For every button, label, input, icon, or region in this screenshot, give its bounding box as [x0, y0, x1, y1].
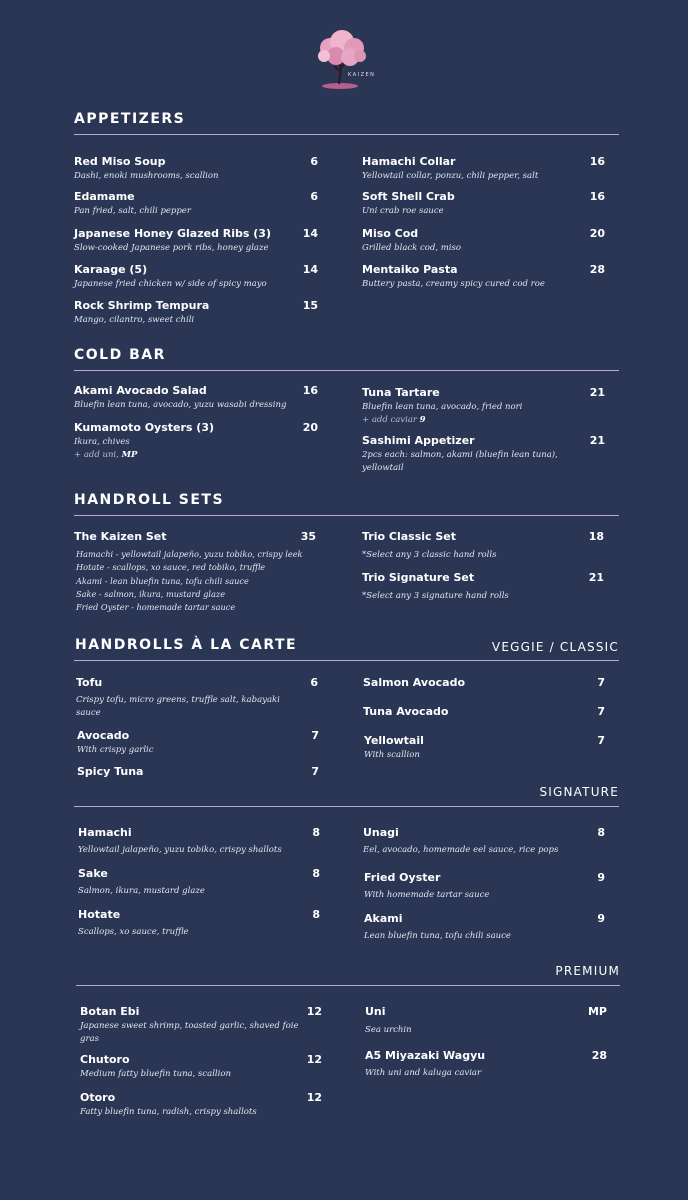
- item-desc: With crispy garlic: [77, 745, 154, 755]
- item-price: 7: [597, 705, 605, 718]
- appetizers-title: APPETIZERS: [74, 111, 186, 127]
- item-desc: *Select any 3 classic hand rolls: [362, 550, 497, 560]
- item-price: 21: [589, 434, 605, 447]
- menu-item: [363, 826, 558, 857]
- item-name: Kumamoto Oysters (3): [74, 421, 215, 434]
- item-addon: [362, 414, 522, 427]
- menu-item: [78, 826, 282, 857]
- logo: [306, 28, 382, 92]
- item-name: Hotate: [78, 908, 121, 921]
- item-desc: Yellowtail collar, ponzu, chili pepper, salt: [362, 171, 539, 181]
- item-name: Mentaiko Pasta: [362, 263, 458, 276]
- item-price: 6: [310, 190, 318, 203]
- item-name: Rock Shrimp Tempura: [74, 299, 210, 312]
- menu-item: [364, 734, 424, 762]
- item-price: 6: [310, 676, 318, 689]
- item-price: 20: [302, 421, 318, 434]
- menu-item: [363, 676, 465, 689]
- premium-divider: [76, 985, 620, 986]
- handroll-sets-divider: [74, 515, 619, 516]
- menu-item: [364, 912, 511, 943]
- set-line: Hotate - scallops, xo sauce, red tobiko, truffle: [76, 562, 266, 573]
- menu-item: [363, 705, 448, 718]
- item-desc: Slow-cooked Japanese pork ribs, honey glaze: [74, 243, 269, 253]
- menu-item: [80, 1091, 257, 1119]
- item-desc: Buttery pasta, creamy spicy cured cod roe: [362, 279, 545, 289]
- item-price: 7: [597, 676, 605, 689]
- item-price: 8: [312, 867, 320, 880]
- menu-item: [362, 386, 522, 427]
- item-price: 16: [589, 155, 605, 168]
- item-desc: Japanese sweet shrimp, toasted garlic, shaved foie gras: [80, 1021, 299, 1044]
- item-name: Unagi: [363, 826, 399, 839]
- item-name: Hamachi Collar: [362, 155, 456, 168]
- item-price: 20: [589, 227, 605, 240]
- item-desc: Salmon, ikura, mustard glaze: [78, 886, 205, 896]
- menu-item: [362, 571, 509, 603]
- addon-price: 9: [419, 415, 426, 425]
- brand-name: KAIZEN: [348, 72, 376, 78]
- menu-item: [365, 1005, 412, 1037]
- set-line: Hamachi - yellowtail jalapeño, yuzu tobiko, crispy leek: [76, 549, 303, 559]
- item-name: Japanese Honey Glazed Ribs (3): [74, 227, 271, 240]
- menu-item: [362, 263, 545, 291]
- item-name: Yellowtail: [364, 734, 424, 747]
- menu-item: [365, 1049, 485, 1080]
- item-desc: Pan fried, salt, chili pepper: [74, 206, 191, 216]
- item-price: 8: [312, 908, 320, 921]
- item-name: Spicy Tuna: [77, 765, 144, 778]
- premium-label: PREMIUM: [555, 964, 620, 978]
- item-desc: With homemade tartar sauce: [364, 890, 490, 900]
- item-price: 28: [591, 1049, 607, 1062]
- item-desc: Japanese fried chicken w/ side of spicy mayo: [74, 279, 267, 289]
- signature-label: SIGNATURE: [539, 785, 619, 799]
- item-name: Sake: [78, 867, 108, 880]
- item-name: Uni: [365, 1005, 386, 1018]
- item-desc: Grilled black cod, miso: [362, 243, 462, 253]
- item-name: A5 Miyazaki Wagyu: [365, 1049, 486, 1062]
- addon-price: MP: [121, 450, 138, 460]
- item-name: Tofu: [76, 676, 103, 689]
- item-desc: Bluefin lean tuna, avocado, yuzu wasabi dressing: [74, 400, 287, 410]
- item-price: 9: [597, 912, 605, 925]
- item-desc: Scallops, xo sauce, truffle: [78, 927, 189, 937]
- item-price: 12: [306, 1053, 322, 1066]
- item-desc: *Select any 3 signature hand rolls: [362, 591, 509, 601]
- item-desc: Eel, avocado, homemade eel sauce, rice pops: [363, 845, 559, 855]
- menu-item: [362, 434, 562, 475]
- item-desc: 2pcs each: salmon, akami (bluefin lean tuna), yellowtail: [362, 450, 558, 473]
- set-contents: [76, 548, 303, 614]
- menu-item: [74, 227, 271, 255]
- menu-item: [74, 299, 209, 327]
- item-price: 21: [588, 571, 604, 584]
- appetizers-divider: [74, 134, 619, 135]
- item-desc: Sea urchin: [365, 1025, 412, 1035]
- set-line: Sake - salmon, ikura, mustard glaze: [76, 588, 226, 599]
- item-name: The Kaizen Set: [74, 530, 167, 543]
- item-desc: Crispy tofu, micro greens, truffle salt, kabayaki sauce: [76, 695, 280, 718]
- item-name: Sashimi Appetizer: [362, 434, 475, 447]
- item-name: Akami Avocado Salad: [74, 384, 207, 397]
- item-price: 28: [589, 263, 605, 276]
- menu-item: [362, 530, 496, 562]
- item-desc: Uni crab roe sauce: [362, 206, 444, 216]
- signature-divider: [74, 806, 619, 807]
- item-name: Avocado: [77, 729, 130, 742]
- item-price: 16: [302, 384, 318, 397]
- menu-item: [74, 263, 267, 291]
- menu-item: [74, 384, 286, 412]
- item-name: Chutoro: [80, 1053, 130, 1066]
- item-name: Miso Cod: [362, 227, 419, 240]
- item-price: 7: [311, 765, 319, 778]
- item-desc: Lean bluefin tuna, tofu chili sauce: [364, 931, 511, 941]
- item-price: 35: [300, 530, 316, 543]
- item-name: Hamachi: [78, 826, 132, 839]
- handroll-sets-title: HANDROLL SETS: [74, 492, 225, 508]
- menu-item: [74, 190, 191, 218]
- item-price: MP: [587, 1005, 607, 1018]
- cold-bar-divider: [74, 370, 619, 371]
- item-price: 8: [312, 826, 320, 839]
- menu-item: [80, 1053, 231, 1081]
- item-price: 9: [597, 871, 605, 884]
- item-price: 12: [306, 1005, 322, 1018]
- item-desc: Yellowtail jalapeño, yuzu tobiko, crispy shallots: [78, 845, 282, 855]
- set-line: Fried Oyster - homemade tartar sauce: [76, 602, 236, 613]
- menu-item: [364, 871, 489, 902]
- item-price: 8: [597, 826, 605, 839]
- item-name: Fried Oyster: [364, 871, 441, 884]
- a-la-carte-title: HANDROLLS À LA CARTE: [75, 637, 298, 653]
- item-desc: Dashi, enoki mushrooms, scallion: [74, 171, 219, 181]
- item-price: 12: [306, 1091, 322, 1104]
- a-la-carte-divider: [74, 660, 619, 661]
- item-price: 16: [589, 190, 605, 203]
- item-price: 15: [302, 299, 318, 312]
- addon-label: + add uni,: [74, 450, 119, 460]
- cold-bar-title: COLD BAR: [74, 347, 166, 363]
- item-price: 21: [589, 386, 605, 399]
- item-price: 18: [588, 530, 604, 543]
- item-name: Trio Signature Set: [362, 571, 475, 584]
- item-name: Otoro: [80, 1091, 116, 1104]
- menu-item: [74, 421, 214, 462]
- menu-item: [77, 765, 143, 778]
- item-name: Soft Shell Crab: [362, 190, 455, 203]
- item-desc: Bluefin lean tuna, avocado, fried nori: [362, 402, 523, 412]
- item-name: Trio Classic Set: [362, 530, 456, 543]
- set-line: Akami - lean bluefin tuna, tofu chili sauce: [76, 575, 249, 586]
- item-price: 14: [302, 227, 318, 240]
- item-desc: With uni and kaluga caviar: [365, 1068, 482, 1078]
- item-desc: Mango, cilantro, sweet chili: [74, 315, 195, 325]
- menu-item: [74, 155, 218, 183]
- item-name: Karaage (5): [74, 263, 148, 276]
- item-desc: Ikura, chives: [74, 437, 130, 447]
- menu-item: [77, 729, 154, 757]
- item-price: 14: [302, 263, 318, 276]
- item-name: Tuna Avocado: [363, 705, 449, 718]
- item-desc: Fatty bluefin tuna, radish, crispy shallots: [80, 1107, 257, 1117]
- menu-item: [362, 227, 461, 255]
- item-desc: With scallion: [364, 750, 420, 760]
- item-desc: Medium fatty bluefin tuna, scallion: [80, 1069, 231, 1079]
- item-price: 7: [311, 729, 319, 742]
- veggie-classic-label: VEGGIE / CLASSIC: [491, 640, 619, 654]
- menu-item: [78, 867, 205, 898]
- item-price: 7: [597, 734, 605, 747]
- item-name: Salmon Avocado: [363, 676, 466, 689]
- item-name: Botan Ebi: [80, 1005, 140, 1018]
- menu-item: [362, 190, 455, 218]
- item-name: Edamame: [74, 190, 135, 203]
- item-name: Red Miso Soup: [74, 155, 166, 168]
- item-addon: [74, 449, 214, 462]
- menu-item: [362, 155, 538, 183]
- item-price: 6: [310, 155, 318, 168]
- item-name: Tuna Tartare: [362, 386, 440, 399]
- cherry-blossom-tree-icon: [306, 28, 382, 92]
- menu-item: [78, 908, 189, 939]
- item-name: Akami: [364, 912, 403, 925]
- menu-item: [76, 676, 306, 720]
- kaizen-set: [74, 530, 303, 614]
- addon-label: + add caviar: [362, 415, 417, 425]
- menu-item: [80, 1005, 305, 1046]
